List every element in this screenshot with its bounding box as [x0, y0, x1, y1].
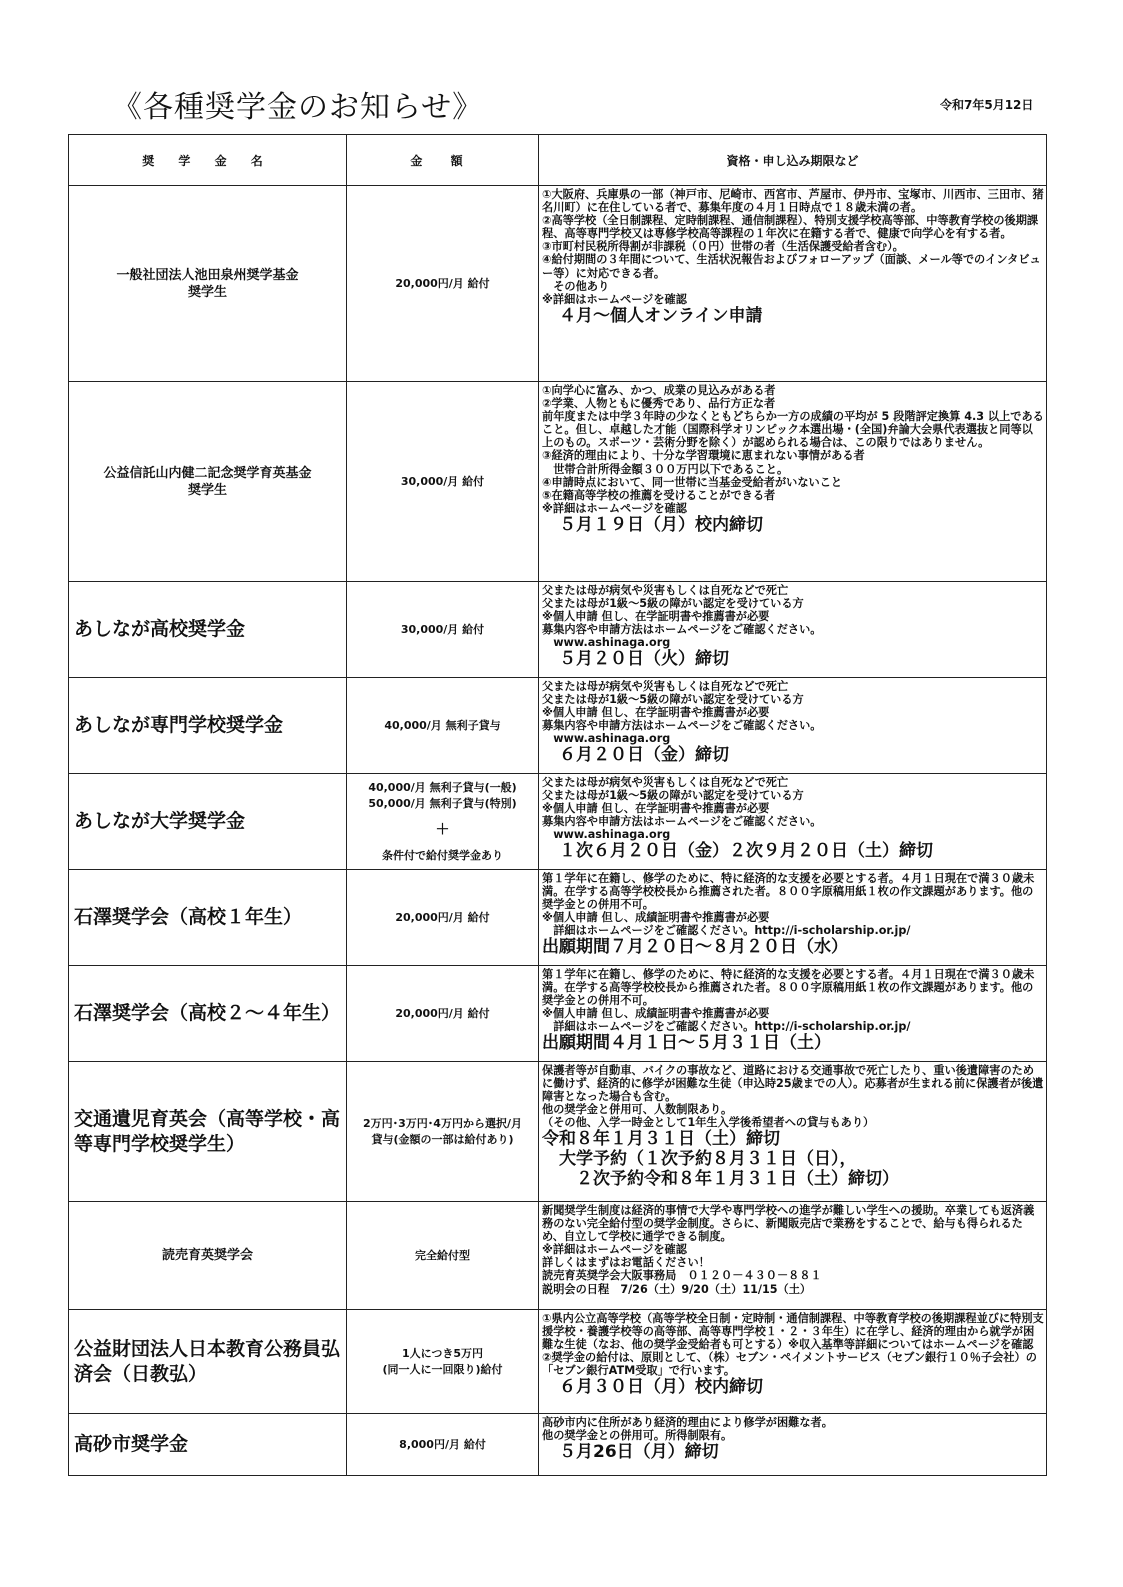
amount-value: 20,000円/月 給付: [395, 276, 490, 290]
requirement-line: 募集内容や申請方法はホームページをご確認ください。: [542, 623, 822, 637]
requirement-line: ③市町村民税所得割が非課税（０円）世帯の者（生活保護受給者含む）。: [542, 240, 904, 254]
scholarship-name: 高砂市奨学金: [69, 1414, 347, 1476]
requirements-cell: [539, 1062, 1047, 1202]
requirements-cell: [539, 186, 1047, 382]
requirement-line: 父または母が1級～5級の障がい認定を受けている方: [542, 597, 804, 611]
requirements-cell: [539, 774, 1047, 870]
deadline-line: ２次予約令和８年１月３１日（土）締切）: [542, 1169, 899, 1190]
deadline-line: ６月２０日（金）締切: [542, 745, 729, 766]
deadline-line: ４月～個人オンライン申請: [542, 305, 763, 326]
amount-value: 20,000円/月 給付: [395, 1006, 490, 1020]
amount-cell: [347, 1310, 539, 1414]
amount-cell: [347, 382, 539, 582]
amount-line: 1人につき5万円: [401, 1346, 484, 1360]
scholarship-name: 公益財団法人日本教育公務員弘済会（日教弘）: [69, 1310, 347, 1414]
requirements-cell: [539, 382, 1047, 582]
requirement-line: ②学業、人物ともに優秀であり、品行方正な者: [542, 397, 776, 411]
requirement-line: 詳細はホームページをご確認ください。http://i-scholarship.or.jp/: [542, 1020, 911, 1034]
requirement-line: ※個人申請 但し、在学証明書や推薦書が必要: [542, 802, 770, 816]
deadline-line: ５月１９日（月）校内締切: [542, 514, 763, 535]
requirement-line: ⑤在籍高等学校の推薦を受けることができる者: [542, 488, 776, 502]
requirement-line: 父または母が1級～5級の障がい認定を受けている方: [542, 693, 804, 707]
requirement-line: 新聞奨学生制度は経済的事情で大学や専門学校への進学が難しい学生への援助。卒業しても返済義務のない完全給付型の奨学金制度。さらに、新聞販売店で業務をすることで、給与も得られるため、自立して学校に通学できる制度。: [542, 1204, 1035, 1244]
amount-line: 50,000/月 無利子貸与(特別): [368, 796, 517, 810]
scholarship-name: 石澤奨学会（高校１年生）: [69, 870, 347, 966]
header-scholarship-name: 奨 学 金 名: [69, 135, 347, 186]
requirement-line: ②高等学校（全日制課程、定時制課程、通信制課程）、特別支援学校高等部、中等教育学校の後期課程、高等専門学校又は専修学校高等課程の１年次に在籍する者で、健康で向学心を有する者。: [542, 214, 1039, 241]
amount-cell: [347, 774, 539, 870]
scholarship-name: 読売育英奨学会: [69, 1202, 347, 1310]
amount-line: 40,000/月 無利子貸与(一般): [368, 780, 517, 794]
amount-cell: [347, 582, 539, 678]
table-row: [69, 774, 1047, 870]
requirement-line: 高砂市内に住所があり経済的理由により修学が困難な者。: [542, 1416, 833, 1429]
table-row: [69, 1310, 1047, 1414]
requirement-line: その他あり: [542, 279, 610, 293]
requirement-line: （その他、入学一時金として1年生入学後希望者への貸与もあり）: [542, 1116, 875, 1130]
amount-cell: [347, 1202, 539, 1310]
table-row: [69, 1414, 1047, 1476]
deadline-line: ５月２０日（火）締切: [542, 649, 729, 670]
amount-value: 40,000/月 無利子貸与: [384, 718, 501, 732]
requirement-line: www.ashinaga.org: [542, 732, 671, 746]
table-header-row: [69, 135, 1047, 186]
requirement-line: ※詳細はホームページを確認: [542, 292, 687, 306]
requirement-line: 募集内容や申請方法はホームページをご確認ください。: [542, 815, 822, 829]
requirement-line: ※詳細はホームページを確認: [542, 501, 687, 515]
requirement-line: ③経済的理由により、十分な学習環境に恵まれない事情がある者: [542, 449, 865, 463]
requirement-line: ※個人申請 但し、在学証明書や推薦書が必要: [542, 610, 770, 624]
deadline-line: 出願期間７月２０日～８月２０日（水）: [542, 937, 848, 958]
requirements-cell: [539, 1202, 1047, 1310]
requirement-line: 説明会の日程 7/26（土）9/20（土）11/15（土）: [542, 1282, 812, 1296]
scholarship-name: あしなが大学奨学金: [69, 774, 347, 870]
amount-cell: [347, 966, 539, 1062]
scholarship-name: 石澤奨学会（高校２～４年生）: [69, 966, 347, 1062]
amount-cell: [347, 1062, 539, 1202]
scholarship-name: あしなが高校奨学金: [69, 582, 347, 678]
scholarship-table: [68, 134, 1047, 1476]
table-row: [69, 1062, 1047, 1202]
amount-line: 条件付で給付奨学金あり: [382, 848, 503, 862]
deadline-line: 大学予約（１次予約８月３１日（日），: [542, 1149, 857, 1170]
amount-value: 8,000円/月 給付: [399, 1437, 486, 1451]
requirement-line: 他の奨学金と併用可、人数制限あり。: [542, 1103, 733, 1117]
requirement-line: 他の奨学金との併用可。所得制限有。: [542, 1429, 733, 1443]
table-row: [69, 1202, 1047, 1310]
table-row: [69, 186, 1047, 382]
amount-line: 貸与(金額の一部は給付あり): [371, 1132, 514, 1146]
table-row: [69, 966, 1047, 1062]
requirement-line: 父または母が病気や災害もしくは自死などで死亡: [542, 776, 789, 789]
requirement-line: ④申請時点において、同一世帯に当基金受給者がいないこと: [542, 475, 843, 489]
requirements-cell: [539, 582, 1047, 678]
requirement-line: ④給付期間の３年間について、生活状況報告およびフォローアップ（面談、メール等でのインタビュー等）に対応できる者。: [542, 253, 1041, 280]
amount-cell: [347, 1414, 539, 1476]
requirements-cell: [539, 1414, 1047, 1476]
deadline-line: 出願期間４月１日～５月３１日（土）: [542, 1033, 831, 1054]
scholarship-name: 一般社団法人池田泉州奨学基金 奨学生: [69, 186, 347, 382]
amount-line: (同一人に一回限り)給付: [382, 1362, 503, 1376]
amount-value: 30,000/月 給付: [400, 622, 485, 636]
requirement-line: www.ashinaga.org: [542, 828, 671, 842]
requirement-line: 父または母が病気や災害もしくは自死などで死亡: [542, 584, 789, 597]
requirement-line: ※個人申請 但し、在学証明書や推薦書が必要: [542, 706, 770, 720]
deadline-line: １次６月２０日（金）２次９月２０日（土）締切: [542, 841, 933, 862]
scholarship-name: 公益信託山内健二記念奨学育英基金 奨学生: [69, 382, 347, 582]
requirement-line: ①県内公立高等学校（高等学校全日制・定時制・通信制課程、中等教育学校の後期課程並びに特別支援学校・養護学校等の高等部、高等専門学校１・２・３年生）に在学し、経済的理由から就学が困難な生徒（なお、他の奨学金受給者も可とする）※収入基準等詳細についてはホームページを確認: [542, 1312, 1044, 1352]
requirements-cell: [539, 1310, 1047, 1414]
table-row: [69, 382, 1047, 582]
requirement-line: 第１学年に在籍し、修学のために、特に経済的な支援を必要とする者。４月１日現在で満３０歳未満。在学する高等学校校長から推薦された者。８００字原稿用紙１枚の作文課題があります。他の奨学金との併用不可。: [542, 968, 1035, 1008]
requirement-line: 読売育英奨学会大阪事務局 ０１２０－４３０－８８１: [542, 1269, 822, 1283]
amount-cell: [347, 678, 539, 774]
requirement-line: ※個人申請 但し、成績証明書や推薦書が必要: [542, 1007, 770, 1021]
requirement-line: 前年度または中学３年時の少なくともどちらか一方の成績の平均が 5 段階評定換算 4.3 以上であること。但し、卓越した才能（国際科学オリンピック本選出場・(全国)弁論大会県代表選抜と同等以上のもの。スポーツ・芸術分野を除く）が認められる場合は、この限りではありません。: [542, 410, 1044, 450]
amount-line: 2万円･3万円･4万円から選択/月: [363, 1116, 522, 1130]
deadline-line: ６月３０日（月）校内締切: [542, 1377, 763, 1398]
requirement-line: 保護者等が自動車、バイクの事故など、道路における交通事故で死亡したり、重い後遺障害のために働けず、経済的に修学が困難な生徒（申込時25歳までの人）。応募者が生まれる前に保護者が後遺障害となった場合も含む。: [542, 1064, 1044, 1104]
table-row: [69, 870, 1047, 966]
amount-value: 30,000/月 給付: [400, 474, 485, 488]
requirements-cell: [539, 678, 1047, 774]
requirements-cell: [539, 870, 1047, 966]
requirement-line: 世帯合計所得金額３００万円以下であること。: [542, 462, 789, 476]
requirement-line: ※個人申請 但し、成績証明書や推薦書が必要: [542, 911, 770, 925]
requirement-line: ②奨学金の給付は、原則として、（株）セブン・ペイメントサービス（セブン銀行１０％子会社）の「セブン銀行ATM受取」で行います。: [542, 1351, 1037, 1378]
requirement-line: 第１学年に在籍し、修学のために、特に経済的な支援を必要とする者。４月１日現在で満３０歳未満。在学する高等学校校長から推薦された者。８００字原稿用紙１枚の作文課題があります。他の奨学金との併用不可。: [542, 872, 1035, 912]
requirement-line: www.ashinaga.org: [542, 636, 671, 650]
requirement-line: 父または母が1級～5級の障がい認定を受けている方: [542, 789, 804, 803]
requirements-cell: [539, 966, 1047, 1062]
deadline-line: 令和８年１月３１日（土）締切: [542, 1129, 780, 1150]
page-title: 《各種奨学金のお知らせ》: [112, 90, 484, 125]
scholarship-name: あしなが専門学校奨学金: [69, 678, 347, 774]
requirement-line: 父または母が病気や災害もしくは自死などで死亡: [542, 680, 789, 693]
plus-sign: ＋: [435, 821, 450, 838]
amount-value: 20,000円/月 給付: [395, 910, 490, 924]
requirement-line: 詳しくはまずはお電話ください！: [542, 1256, 710, 1270]
amount-value: 完全給付型: [415, 1248, 470, 1262]
requirement-line: 詳細はホームページをご確認ください。http://i-scholarship.or.jp/: [542, 924, 911, 938]
requirement-line: ①向学心に富み、かつ、成業の見込みがある者: [542, 384, 776, 397]
amount-cell: [347, 186, 539, 382]
header-amount: 金 額: [347, 135, 539, 186]
amount-cell: [347, 870, 539, 966]
requirement-line: 募集内容や申請方法はホームページをご確認ください。: [542, 719, 822, 733]
requirement-line: ※詳細はホームページを確認: [542, 1243, 687, 1257]
issue-date: 令和7年5月12日: [940, 98, 1034, 112]
scholarship-name: 交通遺児育英会（高等学校・高等専門学校奨学生）: [69, 1062, 347, 1202]
deadline-line: ５月26日（月）締切: [542, 1442, 719, 1463]
requirement-line: ①大阪府、兵庫県の一部（神戸市、尼崎市、西宮市、芦屋市、伊丹市、宝塚市、川西市、三田市、猪名川町）に在住している者で、募集年度の４月１日時点で１８歳未満の者。: [542, 188, 1044, 215]
header-requirements: 資格・申し込み期限など: [539, 135, 1047, 186]
table-row: [69, 582, 1047, 678]
table-row: [69, 678, 1047, 774]
